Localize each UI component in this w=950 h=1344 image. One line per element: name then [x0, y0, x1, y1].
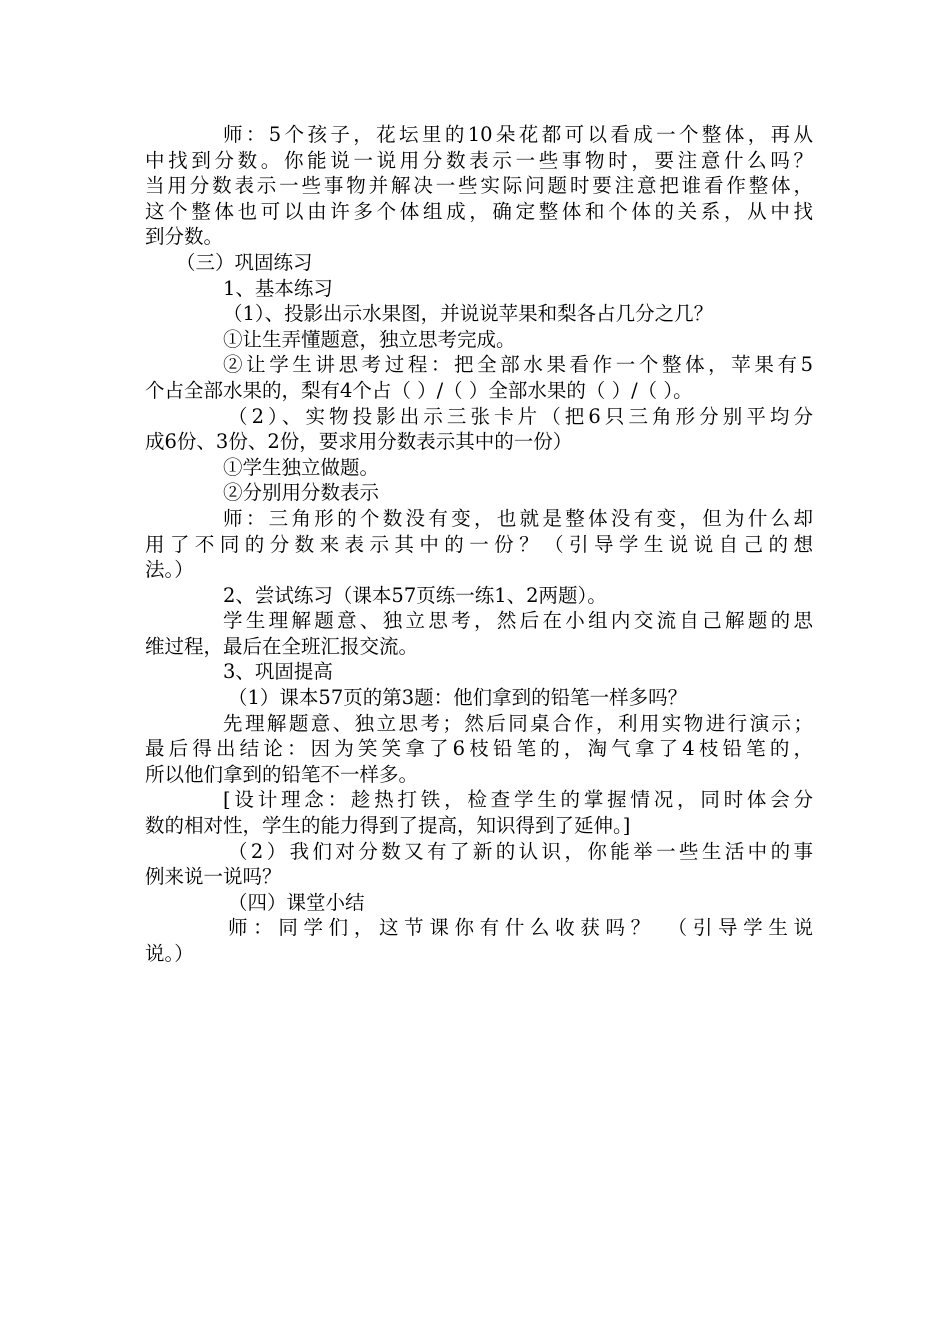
exercise-item: （1）、投影出示水果图，并说说苹果和梨各占几分之几？ — [223, 302, 714, 326]
paragraph-line: 中找到分数。你能说一说用分数表示一些事物时，要注意什么吗？ — [145, 148, 813, 172]
section-heading: （四）课堂小结 — [228, 890, 365, 914]
exercise-item: （1）课本57页的第3题：他们拿到的铅笔一样多吗？ — [228, 686, 688, 710]
section-heading: （三）巩固练习 — [176, 250, 313, 274]
paragraph-line: 成6份、3份、2份，要求用分数表示其中的一份） — [145, 430, 573, 454]
exercise-item: （2）、实物投影出示三张卡片（把6只三角形分别平均分 — [228, 404, 813, 428]
paragraph-line: 所以他们拿到的铅笔不一样多。 — [145, 762, 419, 786]
paragraph-line: 学生理解题意、独立思考，然后在小组内交流自己解题的思 — [223, 609, 813, 633]
paragraph-line: 师：5个孩子，花坛里的10朵花都可以看成一个整体，再从 — [223, 123, 813, 146]
subsection-heading: 3、巩固提高 — [223, 660, 333, 684]
paragraph-line: 法。） — [145, 558, 194, 582]
design-note: [设计理念：趁热打铁，检查学生的掌握情况，同时体会分 — [223, 788, 813, 812]
exercise-step: ②让学生讲思考过程：把全部水果看作一个整体，苹果有5 — [223, 353, 813, 377]
paragraph-line: 这个整体也可以由许多个体组成，确定整体和个体的关系，从中找 — [145, 199, 813, 223]
paragraph-line: 师：三角形的个数没有变，也就是整体没有变，但为什么却 — [223, 506, 813, 530]
paragraph-line: 例来说一说吗？ — [145, 865, 282, 889]
paragraph-line: 个占全部水果的，梨有4个占（ ）/（ ）全部水果的（ ）/（ ）。 — [145, 378, 693, 402]
exercise-step: ①让生弄懂题意，独立思考完成。 — [223, 327, 516, 351]
paragraph-line: 说。） — [145, 942, 194, 965]
subsection-heading: 1、基本练习 — [223, 276, 333, 300]
paragraph-line: 当用分数表示一些事物并解决一些实际问题时要注意把谁看作整体， — [145, 174, 813, 198]
document-body — [145, 122, 813, 967]
paragraph-line: 到分数。 — [145, 225, 224, 249]
exercise-item: （2）我们对分数又有了新的认识，你能举一些生活中的事 — [228, 839, 813, 863]
exercise-step: ①学生独立做题。 — [223, 455, 380, 479]
paragraph-line: 师：同学们，这节课你有什么收获吗？ （引导学生说 — [228, 916, 813, 940]
subsection-heading: 2、尝试练习（课本57页练一练1、2两题）。 — [223, 583, 607, 607]
paragraph-line: 最后得出结论：因为笑笑拿了6枝铅笔的，淘气拿了4枝铅笔的， — [145, 737, 813, 761]
paragraph-line: 先理解题意、独立思考；然后同桌合作，利用实物进行演示； — [223, 711, 813, 735]
exercise-step: ②分别用分数表示 — [223, 481, 380, 505]
paragraph-line: 用了不同的分数来表示其中的一份？（引导学生说说自己的想 — [145, 532, 813, 556]
paragraph-line: 维过程，最后在全班汇报交流。 — [145, 634, 419, 658]
design-note: 数的相对性，学生的能力得到了提高，知识得到了延伸。] — [145, 814, 631, 838]
